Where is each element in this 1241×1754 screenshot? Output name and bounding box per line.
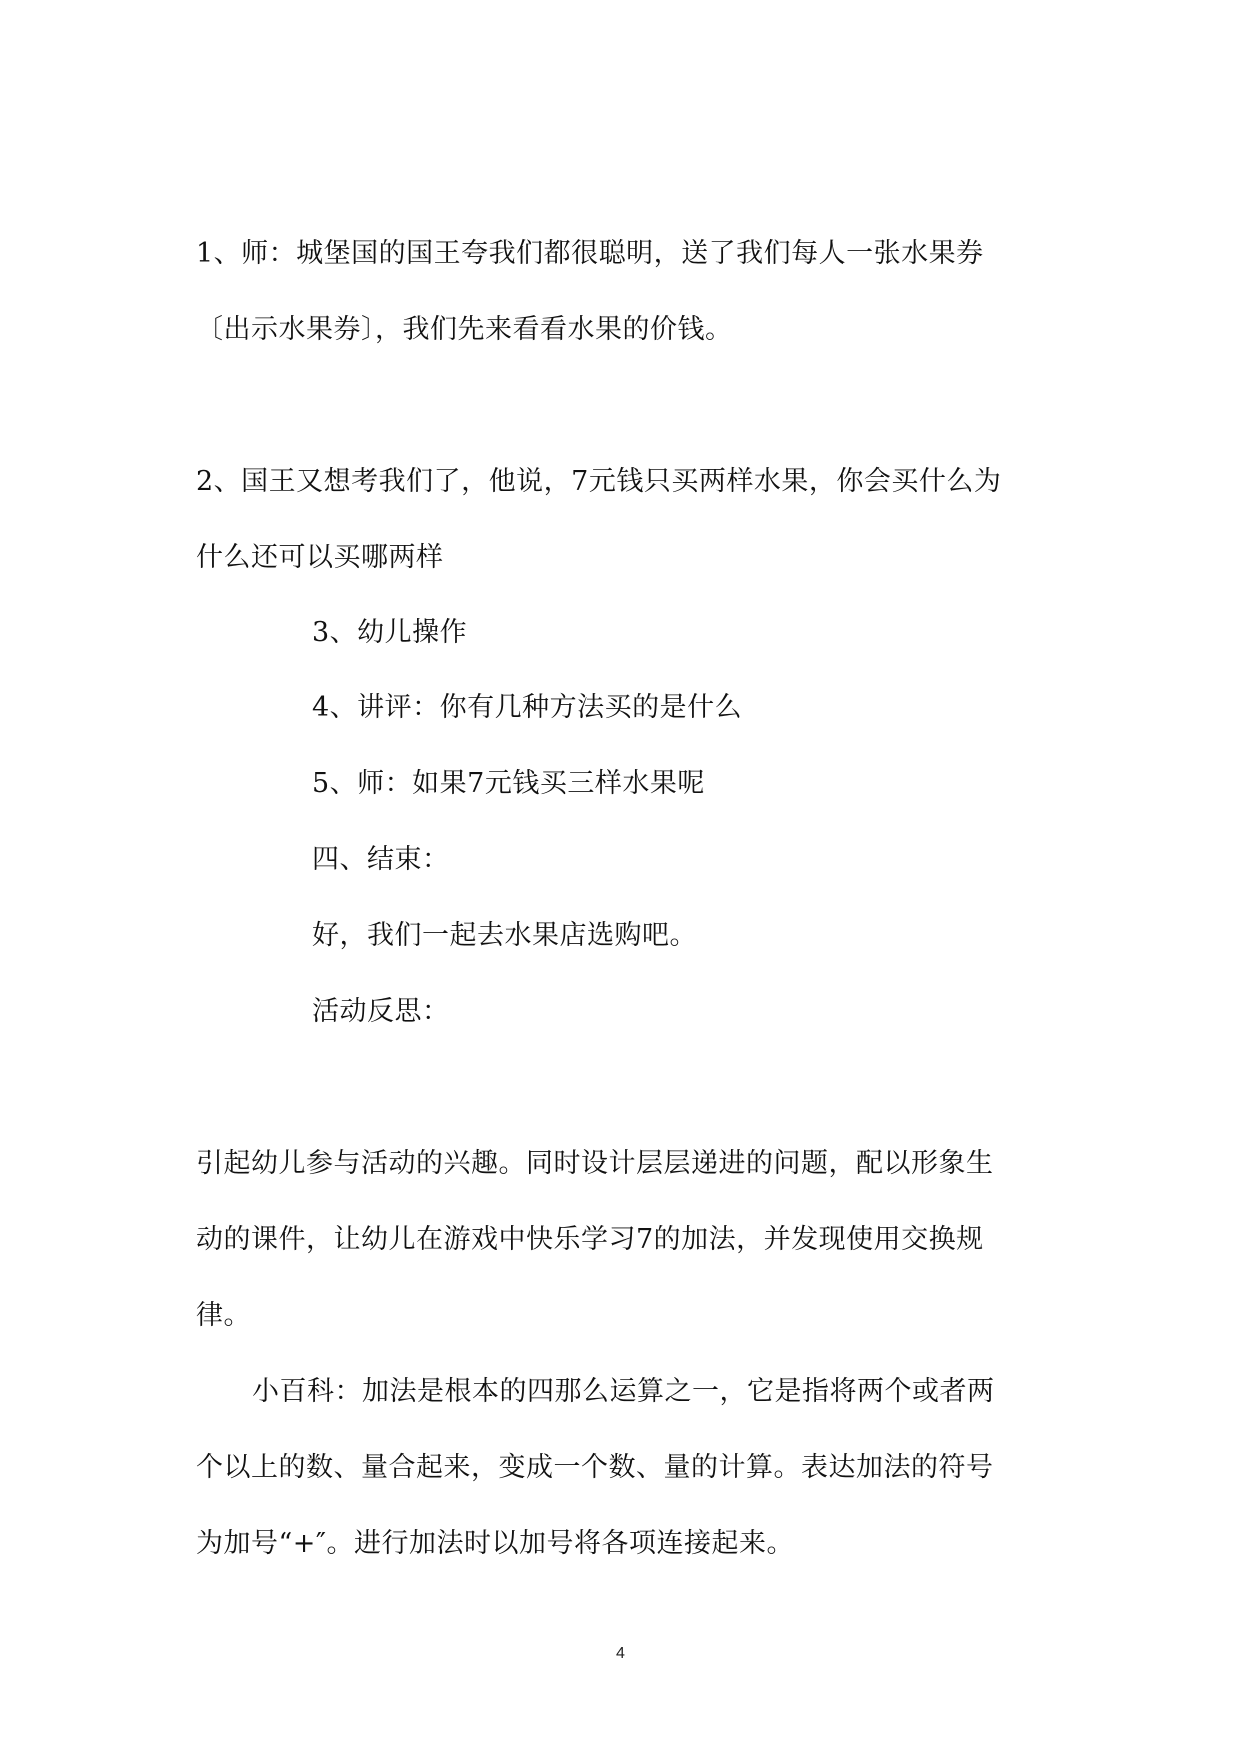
text-line: 个以上的数、量合起来，变成一个数、量的计算。表达加法的符号 — [196, 1452, 994, 1483]
text-line: 2、国王又想考我们了，他说，7元钱只买两样水果，你会买什么为 — [196, 466, 1002, 497]
text-line: 5、师：如果7元钱买三样水果呢 — [312, 768, 705, 799]
text-line: 为加号“+″。进行加法时以加号将各项连接起来。 — [196, 1528, 795, 1559]
text-line: 〔出示水果券〕，我们先来看看水果的价钱。 — [196, 314, 733, 345]
text-line: 小百科：加法是根本的四那么运算之一，它是指将两个或者两 — [252, 1376, 995, 1407]
page-number: 4 — [616, 1645, 625, 1662]
text-line: 好，我们一起去水果店选购吧。 — [312, 920, 697, 951]
text-line: 1、师：城堡国的国王夸我们都很聪明，送了我们每人一张水果券 — [196, 238, 984, 269]
section-heading: 四、结束： — [312, 844, 450, 875]
text-line: 律。 — [196, 1300, 251, 1331]
text-line: 什么还可以买哪两样 — [196, 542, 444, 573]
text-line: 引起幼儿参与活动的兴趣。同时设计层层递进的问题，配以形象生 — [196, 1148, 994, 1179]
text-line: 4、讲评：你有几种方法买的是什么 — [312, 692, 743, 723]
text-line: 动的课件，让幼儿在游戏中快乐学习7的加法，并发现使用交换规 — [196, 1224, 984, 1255]
section-heading: 活动反思： — [312, 996, 450, 1027]
text-line: 3、幼儿操作 — [312, 617, 468, 648]
